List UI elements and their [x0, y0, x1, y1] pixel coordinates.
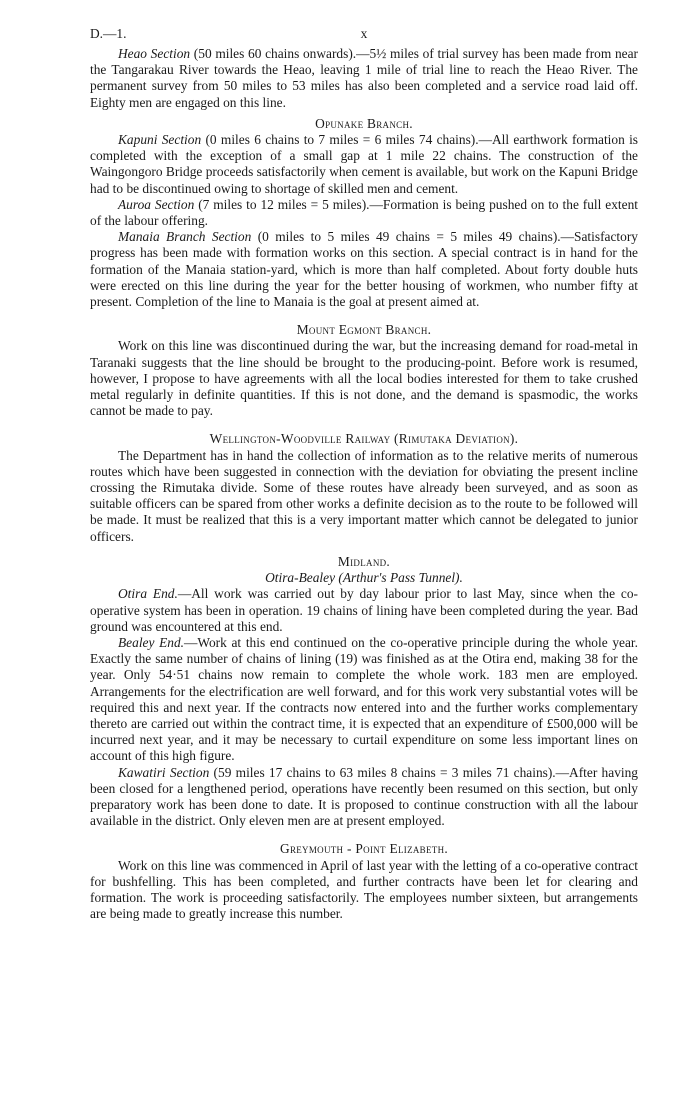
section-heading-wellington-woodville: Wellington-Woodville Railway (Rimutaka Deviation).: [209, 431, 519, 447]
paragraph-text: (7 miles to 12 miles = 5 miles).—Formation is being pushed on to the full extent of the labour offering.: [90, 196, 638, 229]
paragraph-lead: Auroa Section: [118, 196, 195, 212]
paragraph-otira-end: [90, 586, 638, 635]
paragraph-text: —All work was carried out by day labour prior to last May, since when the co-operative system has been in operation. 19 chains of lining have been completed during the year. Bad ground was encountered at this end.: [90, 586, 638, 634]
section-subheading-otira-bealey: Otira-Bealey (Arthur's Pass Tunnel).: [265, 570, 463, 586]
paragraph-lead: Otira End.: [118, 586, 178, 602]
paragraph-lead: Kawatiri Section: [118, 764, 210, 780]
paragraph-text: (0 miles to 5 miles 49 chains = 5 miles 49 chains).—Satisfactory progress has been made with formation works on this section. A special contract is in hand for the formation of the Manaia station-yard, which is more than half completed. About forty double huts were erected on this line during the year for the better housing of workmen, who number fifty at present. Completion of the line to Manaia is the goal at present aimed at.: [90, 229, 638, 310]
paragraph-mount-egmont: [90, 338, 638, 419]
paragraph-text: (50 miles 60 chains onwards).—5½ miles of trial survey has been made from near the Tangarakau River towards the Heao, leaving 1 mile of trial line to reach the Heao River. The permanent survey from 50 miles to 53 miles has also been completed and a service road laid off. Eighty men are engaged on this line.: [90, 46, 639, 110]
paragraph-lead: Kapuni Section: [118, 132, 202, 148]
paragraph-text: Work on this line was discontinued during the war, but the increasing demand for road-metal in Taranaki suggests that the line should be brought to the producing-point. Before work is resumed, however, I propose to have agreements with all the local bodies interested for them to take crushed metal regularly in definite quantities. If this is not done, and the demand is spasmodic, the works cannot be made to pay.: [90, 338, 638, 419]
paragraph-kawatiri: [90, 765, 638, 830]
paragraph-text: The Department has in hand the collection of information as to the relative merits of numerous routes which have been suggested in connection with the deviation for obviating the present incline crossing the Rimutaka divide. Some of these routes have already been surveyed, and as soon as suitable officers can be spared from other works a definite decision as to the route to be followed will be made. It must be realized that this is a very important matter which cannot be delegated to junior officers.: [90, 447, 638, 544]
paragraph-rimutaka: [90, 448, 638, 545]
section-heading-opunake: Opunake Branch.: [315, 115, 413, 131]
section-heading-mount-egmont: Mount Egmont Branch.: [296, 322, 432, 338]
paragraph-text: (59 miles 17 chains to 63 miles 8 chains = 3 miles 71 chains).—After having been closed for a lengthened period, operations have recently been resumed on this section, but only preparatory work has been done to date. It is proposed to continue construction with all the labour available in the district. Only eleven men are at present employed.: [90, 764, 638, 829]
paragraph-lead: Bealey End.: [118, 634, 185, 650]
paragraph-lead: Manaia Branch Section: [118, 229, 252, 245]
page-number: x: [360, 26, 368, 41]
section-heading-greymouth: Greymouth - Point Elizabeth.: [279, 841, 449, 857]
paragraph-greymouth: [90, 858, 638, 923]
paragraph-kapuni: [90, 132, 638, 197]
paragraph-text: —Work at this end continued on the co-operative principle during the whole year. Exactly the same number of chains of lining (19) was finished as at the Otira end, making 38 for the year. Only 54·51 chains now remain to complete the whole work. 183 men are employed. Arrangements for the electrification are well forward, and for this work very substantial votes will be required this and next year. If the contracts now entered into and the further works complementary thereto are carried out within the contract time, it is expected that an expenditure of £500,000 will be incurred next year, and it may be necessary to curtail expenditure on some less important lines on account of this high figure.: [90, 634, 638, 764]
section-heading-midland: Midland.: [337, 553, 391, 569]
paragraph-text: (0 miles 6 chains to 7 miles = 6 miles 74 chains).—All earthwork formation is completed with the exception of a small gap at 1 mile 22 chains. The construction of the Waingongoro Bridge proceeds satisfactorily when cement is available, but work on the Kapuni Bridge had to be discontinued owing to shortage of skilled men and cement.: [90, 132, 638, 196]
paragraph-lead: Heao Section: [118, 46, 191, 61]
document-reference: D.—1.: [90, 26, 127, 41]
paragraph-manaia: [90, 229, 638, 310]
paragraph-auroa: [90, 197, 638, 229]
page-header: [90, 26, 638, 46]
paragraph-bealey-end: [90, 635, 638, 765]
paragraph-heao: [90, 46, 638, 111]
paragraph-text: Work on this line was commenced in April of last year with the letting of a co-operative contract for bushfelling. This has been completed, and further contracts have been let for clearing and formation. The work is proceeding satisfactorily. The employees number sixteen, but arrangements are being made to greatly increase this number.: [90, 857, 638, 922]
